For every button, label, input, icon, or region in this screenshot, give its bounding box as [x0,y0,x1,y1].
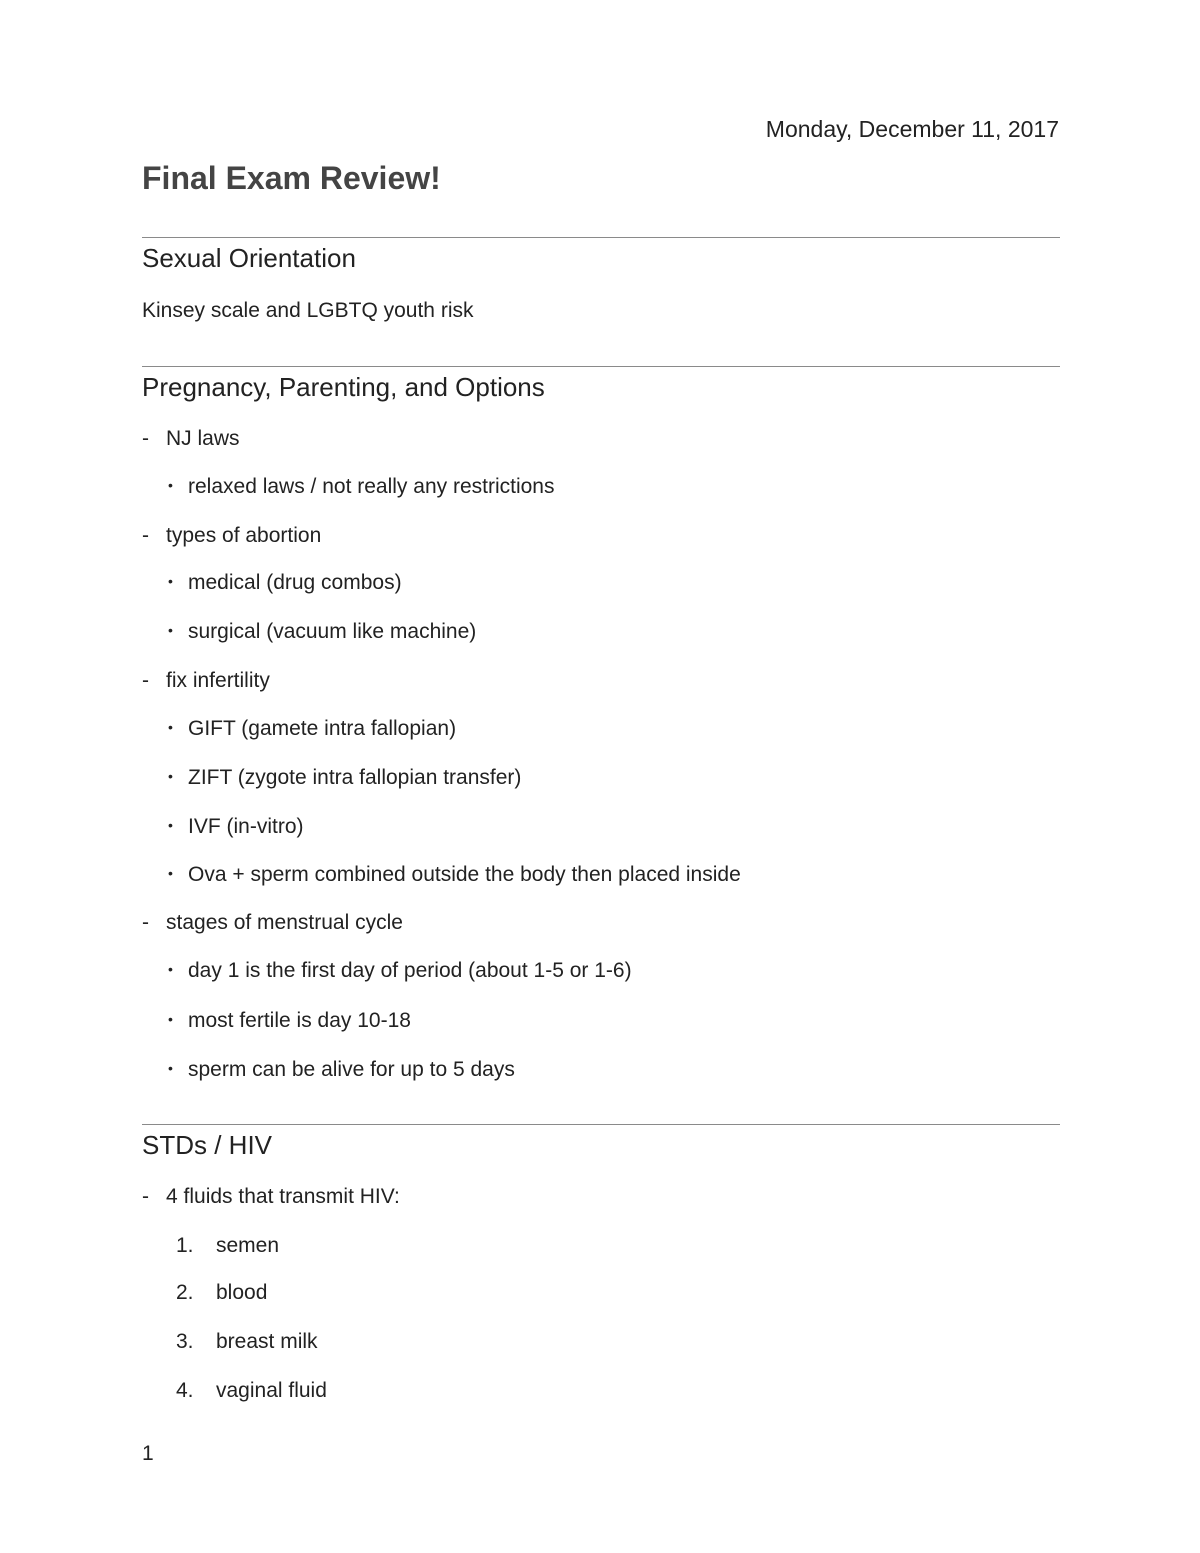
bullet-marker: • [168,477,173,494]
section-divider [142,366,1060,367]
sub-list-item-text: sperm can be alive for up to 5 days [188,1058,515,1081]
bullet-marker: • [168,961,173,978]
sub-list-item [168,620,476,644]
numbered-list-item [176,1281,267,1305]
numbered-list-item [176,1234,279,1258]
list-item [142,669,270,693]
sub-list-item-text: ZIFT (zygote intra fallopian transfer) [188,766,522,789]
sub-list-item-text: GIFT (gamete intra fallopian) [188,717,457,740]
bullet-marker: • [168,768,173,785]
numbered-list-item-text: blood [216,1281,268,1304]
section-heading-stds-hiv: STDs / HIV [142,1130,273,1160]
list-item-text: types of abortion [166,524,322,547]
sub-list-item-text: relaxed laws / not really any restrictions [188,475,555,498]
dash-marker: - [142,669,149,692]
sub-list-item [168,959,632,983]
sub-list-item [168,571,402,595]
sub-list-item-text: IVF (in-vitro) [188,815,304,838]
bullet-marker: • [168,865,173,882]
numbered-list-item [176,1379,327,1403]
page-title: Final Exam Review! [142,160,441,196]
sub-list-item-text: Ova + sperm combined outside the body then placed inside [188,863,741,886]
list-item [142,1185,400,1209]
page-number: 1 [142,1442,154,1465]
numbered-list-item [176,1330,318,1354]
numbered-list-item-text: vaginal fluid [216,1379,327,1402]
section-divider [142,237,1060,238]
numbered-list-item-text: breast milk [216,1330,318,1353]
list-item-text: fix infertility [166,669,270,692]
list-item [142,427,240,451]
number-marker: 1. [176,1234,194,1257]
sub-list-item [168,766,521,790]
dash-marker: - [142,524,149,547]
list-item [142,524,321,548]
dash-marker: - [142,427,149,450]
number-marker: 2. [176,1281,194,1304]
sub-list-item-text: medical (drug combos) [188,571,402,594]
sub-list-item [168,717,456,741]
section-heading-pregnancy: Pregnancy, Parenting, and Options [142,372,545,402]
numbered-list-item-text: semen [216,1234,280,1257]
section-divider [142,1124,1060,1125]
sub-list-item [168,1009,411,1033]
bullet-marker: • [168,1011,173,1028]
list-item-text: NJ laws [166,427,240,450]
dash-marker: - [142,911,149,934]
bullet-marker: • [168,573,173,590]
dash-marker: - [142,1185,149,1208]
document-date: Monday, December 11, 2017 [765,116,1059,142]
sub-list-item [168,1058,515,1082]
section-heading-sexual-orientation: Sexual Orientation [142,243,356,273]
bullet-marker: • [168,1060,173,1077]
number-marker: 4. [176,1379,194,1402]
bullet-marker: • [168,817,173,834]
sub-list-item-text: surgical (vacuum like machine) [188,620,477,643]
section-text: Kinsey scale and LGBTQ youth risk [142,299,474,322]
list-item-text: stages of menstrual cycle [166,911,403,934]
number-marker: 3. [176,1330,194,1353]
bullet-marker: • [168,719,173,736]
sub-list-item [168,863,741,887]
list-item [142,911,403,935]
sub-list-item [168,475,555,499]
sub-list-item-text: most fertile is day 10-18 [188,1009,411,1032]
list-item-text: 4 fluids that transmit HIV: [166,1185,400,1208]
bullet-marker: • [168,622,173,639]
sub-list-item-text: day 1 is the first day of period (about 1-5 or 1-6) [188,959,632,982]
sub-list-item [168,815,304,839]
